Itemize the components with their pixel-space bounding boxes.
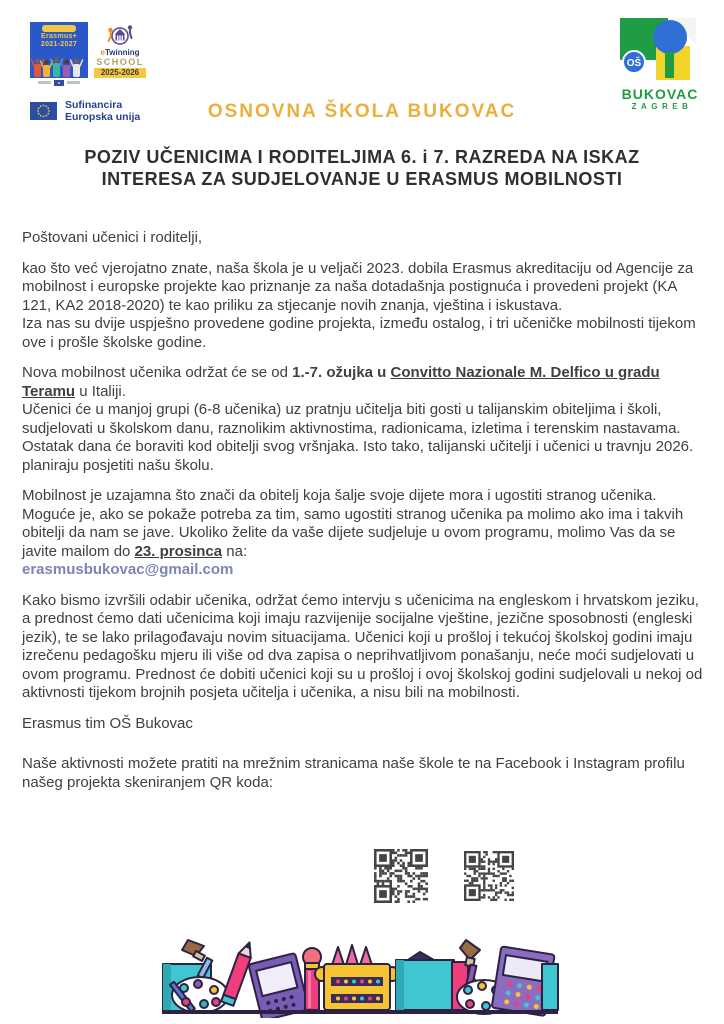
text-run: na: <box>222 542 248 560</box>
etwinning-years-badge: 2025-2026 <box>94 68 146 78</box>
paragraph <box>22 755 704 792</box>
paragraph <box>22 715 704 734</box>
erasmus-pill-decoration <box>42 25 76 32</box>
eu-cofunding-line2: Europska unija <box>65 111 141 123</box>
email-link[interactable]: erasmusbukovac@gmail.com <box>22 561 234 578</box>
paragraph <box>22 592 704 703</box>
etwinning-twinning: Twinning <box>104 48 140 57</box>
fine-print-decoration <box>38 81 51 84</box>
text-run: Naše aktivnosti možete pratiti na mrežnim stranicama naše škole te na Facebook i Instagram profilu našeg projekta skeniranjem QR koda: <box>22 755 685 791</box>
text-run: Kako bismo izvršili odabir učenika, održat ćemo intervju s učenicima na engleskom i hrvatskom jeziku, a prednost ćemo dati učenicima koji imaju razvijenije socijalne vještine, jezične sposobnosti (engleski jezik), te se lako prilagođavaju novim situacijama. Učenici koji u prošloj i tekućoj školskoj godini imaju izrečenu pedagošku mjeru ili više od dva zapisa o neprihvatljivom ponašanju, neće moći sudjelovati u ovom programu. Prednost će dobiti učenici koji su u prošloj i ovoj školskoj godini sudjelovali u nekoj od aktivnosti tijekom brojnih posjeta učitelja i učenika, a nisu bili na mobilnosti. <box>22 591 703 701</box>
document-body <box>22 229 704 804</box>
text-run: kao što već vjerojatno znate, naša škola je u veljači 2023. dobila Erasmus akreditaciju od Agencije za mobilnost i europske projekte kao priznanje za naša dotadašnja postignuća i provedeni projekt (KA 121, KA2 2018-2020) te kao priliku za stjecanje novih znanja, vještina i iskustava. <box>22 259 694 314</box>
text-run: u Italiji. <box>75 382 126 400</box>
bukovac-abbr: OŠ <box>626 58 642 69</box>
text-run: Nova mobilnost učenika održat će se od <box>22 364 293 381</box>
text-run: 23. prosinca <box>134 542 223 560</box>
qr-code-left <box>374 849 428 908</box>
eu-cofunding-line1: Sufinancira <box>65 99 123 111</box>
document-heading: POZIV UČENICIMA I RODITELJIMA 6. i 7. RAZREDA NA ISKAZ INTERESA ZA SUDJELOVANJE U ERASMUS MOBILNOSTI <box>84 147 640 189</box>
bukovac-emblem-icon <box>612 14 708 82</box>
book-icon <box>542 964 558 1010</box>
erasmus-years-label: 2021-2027 <box>40 41 78 48</box>
etwinning-emblem-icon <box>105 22 135 48</box>
text-run: Poštovani učenici i roditelji, <box>22 229 203 246</box>
text-run: Erasmus tim OŠ Bukovac <box>22 714 193 732</box>
text-run: Iza nas su dvije uspješno provedene godine projekta, između ostalog, i tri učeničke mobilnosti tijekom ove i prošle školske godine. <box>22 315 696 351</box>
qr-code-right <box>464 851 514 906</box>
paint-palette-icon <box>170 977 228 1013</box>
page-title: OSNOVNA ŠKOLA BUKOVAC <box>207 101 517 122</box>
book-icon <box>396 952 454 1010</box>
eu-flag-mini-icon <box>54 80 64 86</box>
bukovac-name: BUKOVAC <box>621 86 699 102</box>
erasmus-logo <box>30 22 88 78</box>
text-run: Convitto Nazionale M. Delfico u gradu Teramu <box>22 364 660 400</box>
etwinning-e: e <box>100 48 105 57</box>
illustration-baseline <box>162 1010 558 1014</box>
text-run: Mobilnost je uzajamna što znači da obitelj koja šalje svoje dijete mora i ugostiti stranog učenika. Moguće je, ako se pokaže potreba za tim, samo ugostiti stranog učenika pa molimo ako ima i takvih obitelji da nam se jave. Ukoliko želite da vaše dijete sudjeluje u ovom programu, molimo Vas da se javite mailom do <box>22 487 684 560</box>
paragraph <box>22 229 704 248</box>
school-supplies-illustration <box>160 938 560 1018</box>
bukovac-logo <box>612 14 708 112</box>
erasmus-label: Erasmus+ <box>40 33 78 40</box>
fine-print-decoration <box>67 81 80 84</box>
paragraph <box>22 364 704 475</box>
erasmus-footer <box>30 78 88 87</box>
text-run: 1.-7. ožujka u <box>292 364 391 381</box>
etwinning-school-logo <box>94 22 146 84</box>
text-run: Učenici će u manjoj grupi (6-8 učenika) uz pratnju učitelja biti gosti u talijanskim obiteljima i školi, sudjelovati u školskom danu, raznolikim aktivnostima, radionicama, izletima i terenskim nastavama. Ostatak dana će boraviti kod obitelji svog vršnjaka. Isto tako, talijanski učitelji i učenici u travnju 2026. planiraju posjetiti našu školu. <box>22 401 694 474</box>
etwinning-school-label: SCHOOL <box>96 57 144 67</box>
etwinning-wordmark <box>101 48 140 57</box>
erasmus-people-illustration <box>30 54 88 78</box>
paragraph <box>22 487 704 580</box>
paragraph <box>22 260 704 353</box>
crayon-box-icon <box>315 945 399 1010</box>
bukovac-city: ZAGREB <box>631 102 693 111</box>
calculator-icon <box>248 953 309 1018</box>
